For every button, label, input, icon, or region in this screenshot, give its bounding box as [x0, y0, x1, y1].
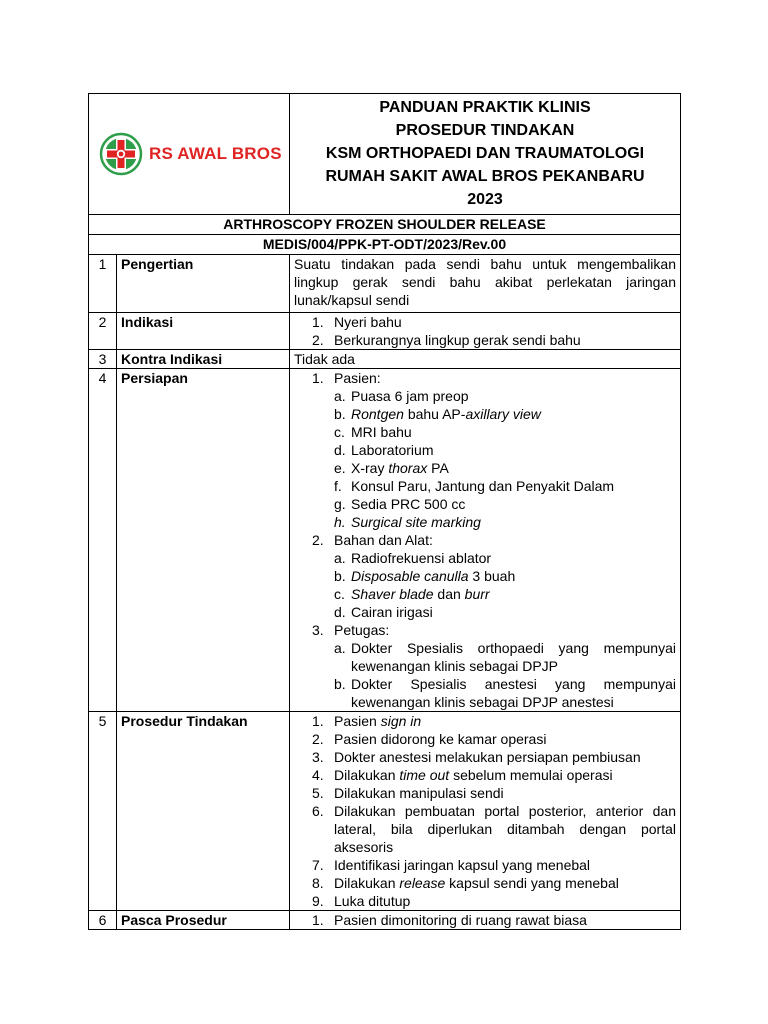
row-label: Prosedur Tindakan — [117, 712, 290, 911]
header-line-3: KSM ORTHOPAEDI DAN TRAUMATOLOGI — [325, 145, 645, 162]
list-item: 1. Nyeri bahu — [312, 314, 402, 330]
table-row — [89, 313, 681, 350]
title-row — [89, 215, 681, 235]
list-item: 5. Dilakukan manipulasi sendi — [312, 785, 504, 801]
list-item: b. Rontgen bahu AP-axillary view — [334, 406, 541, 422]
list-item: c. MRI bahu — [334, 424, 412, 440]
ppk-document — [88, 93, 680, 930]
list-item: 6. Dilakukan pembuatan portal posterior, anterior dan lateral, bila diperlukan ditambah dengan portal aksesoris — [312, 803, 676, 855]
persiapan-list — [290, 369, 681, 712]
list-item: h. Surgical site marking — [334, 514, 481, 530]
list-item: 1. Pasien: — [312, 370, 381, 386]
list-item: 7. Identifikasi jaringan kapsul yang menebal — [312, 857, 591, 873]
list-item: d. Cairan irigasi — [334, 604, 433, 620]
table-row — [89, 350, 681, 369]
list-item: c. Shaver blade dan burr — [334, 586, 490, 602]
header-line-4: RUMAH SAKIT AWAL BROS PEKANBARU — [325, 168, 645, 185]
ppk-table — [88, 93, 681, 930]
row-number: 3 — [89, 350, 117, 369]
list-item: 8. Dilakukan release kapsul sendi yang menebal — [312, 875, 619, 891]
list-item: d. Laboratorium — [334, 442, 434, 458]
logo-text: RS AWAL BROS — [149, 144, 282, 163]
procedure-title: ARTHROSCOPY FROZEN SHOULDER RELEASE — [89, 215, 681, 235]
list-item: a. Radiofrekuensi ablator — [334, 550, 492, 566]
list-item: 2. Pasien didorong ke kamar operasi — [312, 731, 547, 747]
row-number: 6 — [89, 911, 117, 930]
pasca-prosedur-list — [290, 911, 681, 930]
header-line-5: 2023 — [467, 191, 503, 208]
row-label: Indikasi — [117, 313, 290, 350]
list-item: e. X-ray thorax PA — [334, 460, 449, 476]
row-label: Pengertian — [117, 255, 290, 313]
list-item: 1. Pasien sign in — [312, 713, 422, 729]
indikasi-list — [290, 313, 681, 350]
list-item: 2. Berkurangnya lingkup gerak sendi bahu — [312, 332, 581, 348]
row-number: 2 — [89, 313, 117, 350]
document-code: MEDIS/004/PPK-PT-ODT/2023/Rev.00 — [89, 235, 681, 255]
list-item: 9. Luka ditutup — [312, 893, 411, 909]
red-cross-logo-icon — [99, 132, 143, 176]
row-number: 4 — [89, 369, 117, 712]
table-row — [89, 369, 681, 712]
list-item: 2. Bahan dan Alat: — [312, 532, 433, 548]
kontra-indikasi-text: Tidak ada — [290, 350, 681, 369]
header-line-1: PANDUAN PRAKTIK KLINIS — [379, 99, 591, 116]
list-item: 3. Dokter anestesi melakukan persiapan pembiusan — [312, 749, 641, 765]
list-item: g. Sedia PRC 500 cc — [334, 496, 466, 512]
hospital-logo — [89, 132, 289, 176]
pengertian-text: Suatu tindakan pada sendi bahu untuk mengembalikan lingkup gerak sendi bahu akibat perlekatan jaringan lunak/kapsul sendi — [290, 255, 681, 313]
logo-cell — [89, 94, 290, 215]
list-item: 1. Pasien dimonitoring di ruang rawat biasa — [312, 912, 587, 928]
list-item: b. Dokter Spesialis anestesi yang mempunyai kewenangan klinis sebagai DPJP anestesi — [334, 676, 676, 710]
table-row — [89, 712, 681, 911]
row-number: 1 — [89, 255, 117, 313]
table-row — [89, 911, 681, 930]
row-label: Persiapan — [117, 369, 290, 712]
code-row — [89, 235, 681, 255]
list-item: a. Dokter Spesialis orthopaedi yang mempunyai kewenangan klinis sebagai DPJP — [334, 640, 676, 674]
list-item: 3. Petugas: — [312, 622, 390, 638]
row-number: 5 — [89, 712, 117, 911]
list-item: 4. Dilakukan time out sebelum memulai operasi — [312, 767, 613, 783]
table-row — [89, 255, 681, 313]
header-line-2: PROSEDUR TINDAKAN — [395, 122, 575, 139]
prosedur-list — [290, 712, 681, 911]
list-item: a. Puasa 6 jam preop — [334, 388, 469, 404]
row-label: Pasca Prosedur — [117, 911, 290, 930]
list-item: f. Konsul Paru, Jantung dan Penyakit Dalam — [334, 478, 615, 494]
row-label: Kontra Indikasi — [117, 350, 290, 369]
document-header — [290, 94, 681, 215]
header-row — [89, 94, 681, 215]
list-item: b. Disposable canulla 3 buah — [334, 568, 516, 584]
